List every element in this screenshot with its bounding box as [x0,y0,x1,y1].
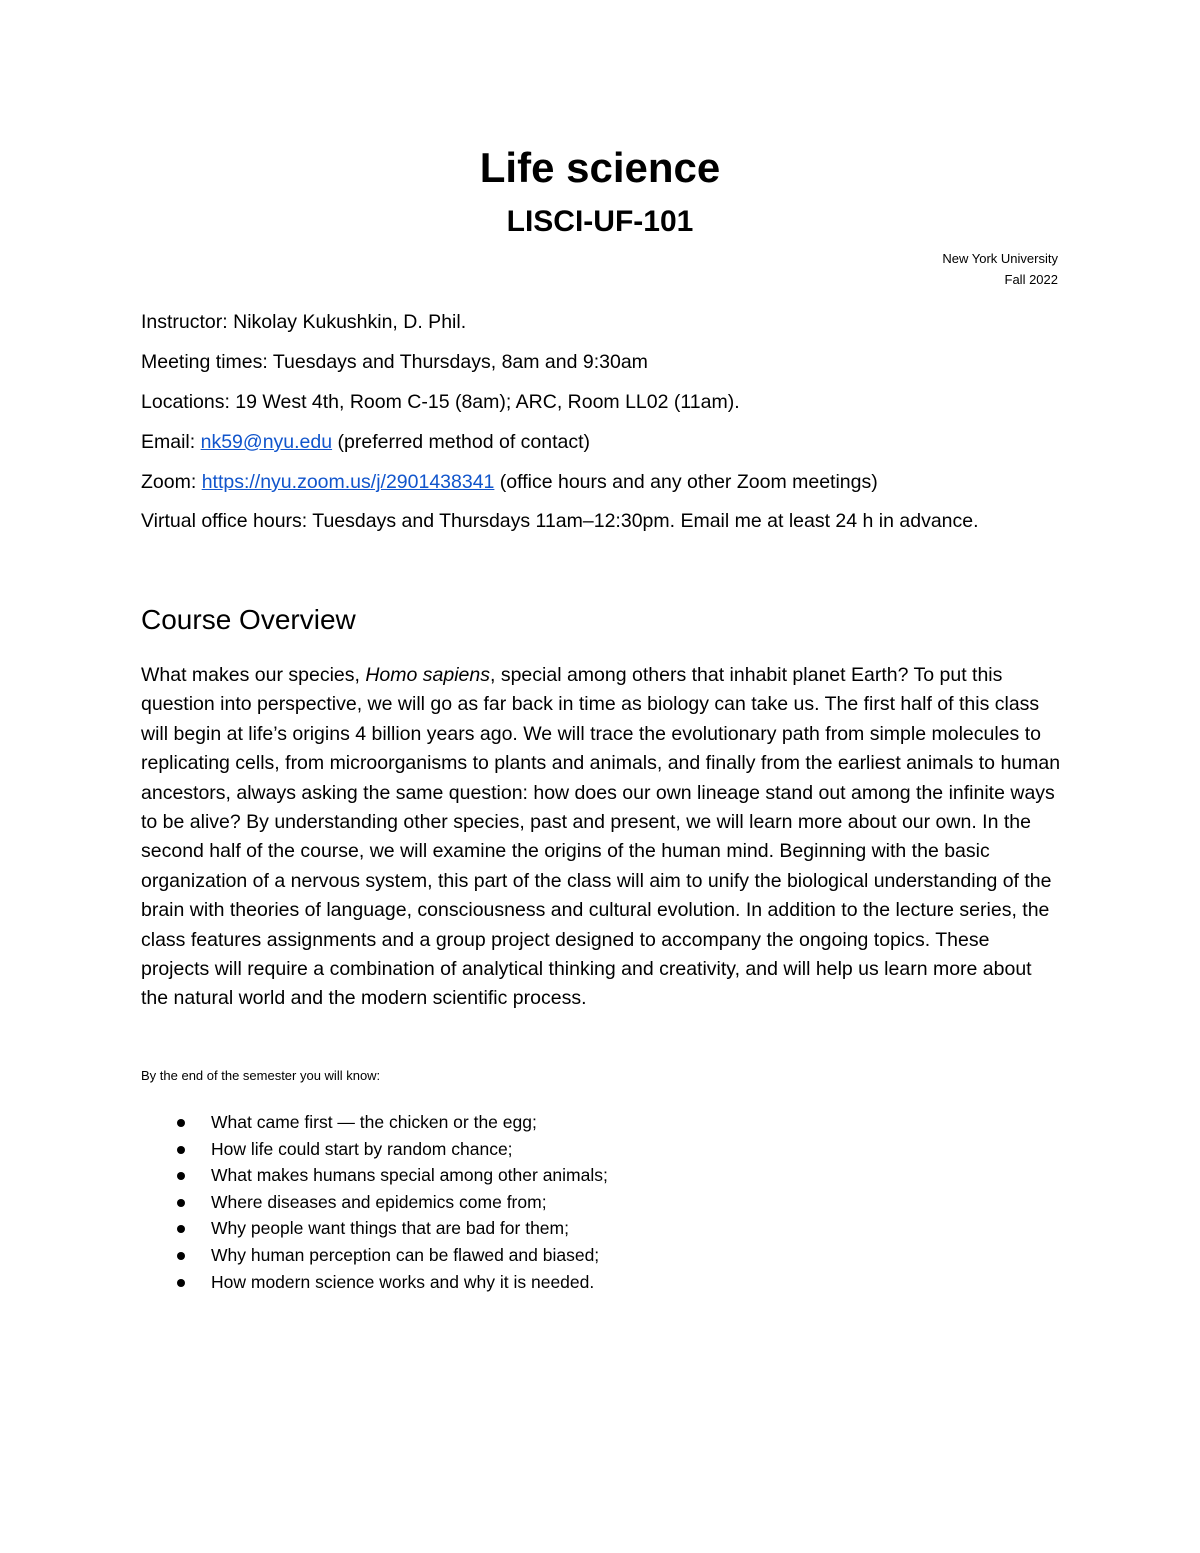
locations-line: Locations: 19 West 4th, Room C-15 (8am); ARC, Room LL02 (11am). [141,391,740,413]
bullet-icon [177,1199,185,1207]
university-name: New York University [942,251,1058,266]
list-item-text: Where diseases and epidemics come from; [211,1191,547,1212]
bullet-icon [177,1172,185,1180]
list-item-text: Why people want things that are bad for them; [211,1218,569,1239]
list-item [141,1162,608,1189]
zoom-label: Zoom: [141,471,202,493]
office-hours-line: Virtual office hours: Tuesdays and Thursdays 11am–12:30pm. Email me at least 24 h in advance. [141,510,979,532]
bullet-icon [177,1252,185,1260]
zoom-line [141,467,1061,497]
course-code: LISCI-UF-101 [506,205,694,238]
learning-outcomes-list [141,1109,608,1295]
list-intro: By the end of the semester you will know: [141,1068,381,1083]
overview-species-name: Homo sapiens [365,664,490,686]
email-note: (preferred method of contact) [332,431,591,453]
overview-text-after: , special among others that inhabit planet Earth? To put this question into perspective, we will go as far back in time as biology can take us. The first half of this class will begin at life’s origins 4 billion years ago. We will trace the evolutionary path from simple molecules to replicating cells, from microorganisms to plants and animals, and finally from the earliest animals to human ancestors, always asking the same question: how does our own lineage stand out among the infinite ways to be alive? By understanding other species, past and present, we will learn more about our own. In the second half of the course, we will examine the origins of the human mind. Beginning with the basic organization of a nervous system, this part of the class will aim to unify the biological understanding of the brain with theories of language, consciousness and cultural evolution. In addition to the lecture series, the class features assignments and a group project designed to accompany the ongoing topics. These projects will require a combination of analytical thinking and creativity, and will help us learn more about the natural world and the modern scientific process. [141,664,1061,1010]
zoom-note: (office hours and any other Zoom meetings) [494,471,878,493]
list-item [141,1189,608,1216]
list-item [141,1242,608,1269]
list-item-text: Why human perception can be flawed and biased; [211,1244,600,1265]
list-item-text: What came first — the chicken or the egg; [211,1112,537,1132]
list-item [141,1109,608,1136]
list-item [141,1136,608,1163]
page-title: Life science [479,144,721,191]
list-item-text: What makes humans special among other animals; [211,1165,608,1186]
bullet-icon [177,1279,185,1287]
bullet-icon [177,1225,185,1233]
term: Fall 2022 [1004,272,1058,287]
course-meta [942,248,1058,290]
overview-text-before: What makes our species, [141,664,366,686]
list-item-text: How modern science works and why it is needed. [211,1271,595,1292]
email-line [141,427,1061,457]
meeting-times-line: Meeting times: Tuesdays and Thursdays, 8am and 9:30am [141,351,648,373]
bullet-icon [177,1146,185,1154]
instructor-line: Instructor: Nikolay Kukushkin, D. Phil. [141,311,467,333]
bullet-icon [177,1119,185,1127]
list-item-text: How life could start by random chance; [211,1138,513,1159]
email-link[interactable]: nk59@nyu.edu [200,431,333,453]
course-overview-paragraph [141,661,1061,1014]
list-item [141,1215,608,1242]
list-item [141,1269,608,1296]
email-label: Email: [141,431,201,453]
course-overview-heading: Course Overview [141,604,356,635]
zoom-link[interactable]: https://nyu.zoom.us/j/2901438341 [201,471,495,493]
